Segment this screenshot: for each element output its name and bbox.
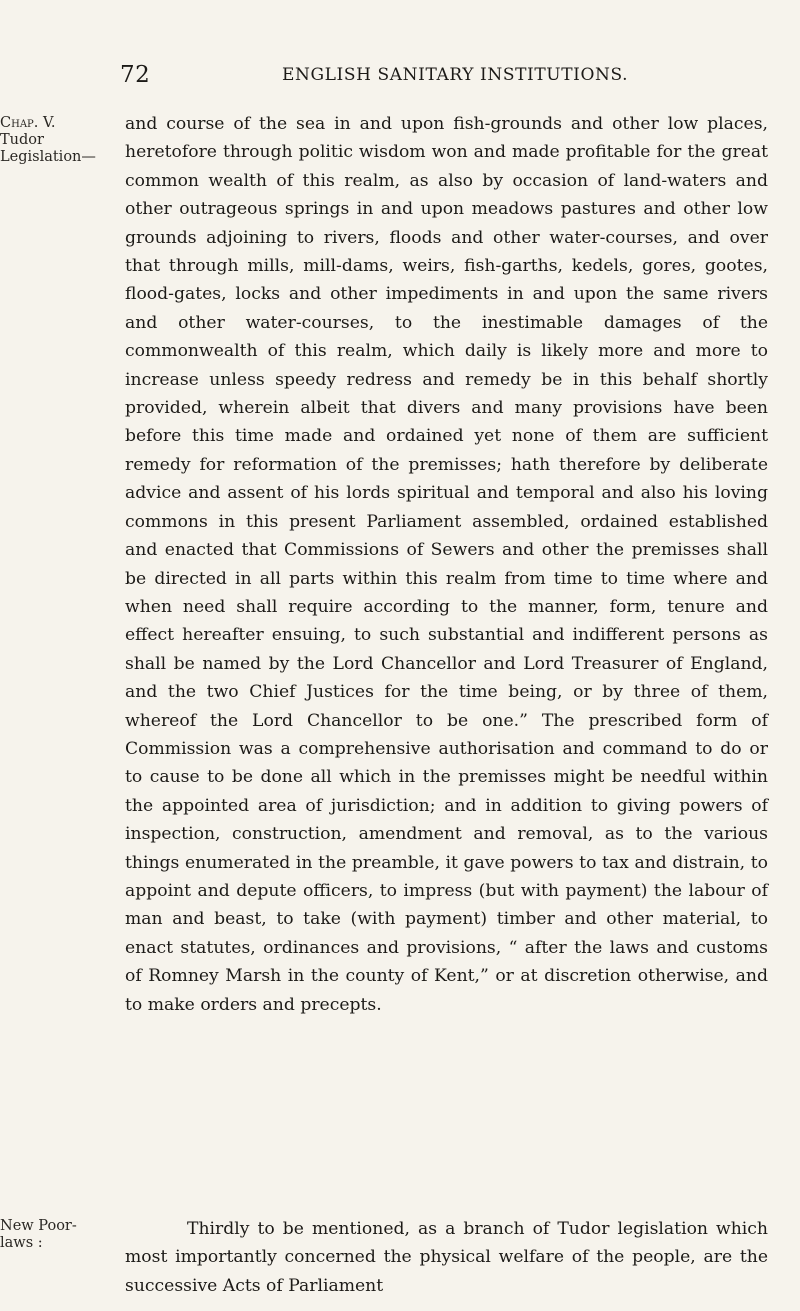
paragraph-text: and course of the sea in and upon fish-grounds and other low places, heretofore through politic wisdom won and made profitable for the great common wealth of this realm, as also by occasion of land-waters and other outrageous springs in and upon meadows pastures and other low grounds adjoining to rivers, floods and other water-courses, and over that through mills, mill-dams, weirs, fish-garths, kedels, gores, gootes, flood-gates, locks and other impediments in and upon the same rivers and other water-courses, to the inestimable damages of the commonwealth of this realm, which daily is likely more and more to increase unless speedy redress and remedy be in this behalf shortly provided, wherein albeit that divers and many provisions have been before this time made and ordained yet none of them are sufficient remedy for reformation of the premisses; hath therefore by deliberate advice and assent of his lords spiritual and temporal and also his loving commons in this present Parliament assembled, ordained established and enacted that Commissions of Sewers and other the premisses shall be directed in all parts within this realm from time to time where and when need shall require according to the manner, form, tenure and effect hereafter ensuing, to such substantial and indifferent persons as shall be named by the Lord Chancellor and Lord Treasurer of England, and the two Chief Justices for the time being, or by three of them, whereof the Lord Chancellor to be one.” The prescribed form of Commission was a comprehensive authorisation and command to do or to cause to be done all which in the premisses might be needful within the appointed area of jurisdiction; and in addition to giving powers of inspection, construction, amendment and removal, as to the various things enumerated in the preamble, it gave powers to tax and distrain, to appoint and depute officers, to impress (but with payment) the labour of man and beast, to take (with payment) timber and other material, to enact statutes, ordinances and provisions, “ after the laws and customs of Romney Marsh in the county of Kent,” or at discretion otherwise, and to make orders and precepts. bbox=[125, 114, 768, 1015]
chapter-label: Chap. V. bbox=[0, 115, 56, 131]
topic-label-line2: Legislation— bbox=[0, 149, 96, 165]
page-number: 72 bbox=[120, 62, 151, 88]
page-header bbox=[0, 62, 800, 92]
body-paragraph-2 bbox=[125, 1215, 768, 1300]
paragraph-text: Thirdly to be mentioned, as a branch of Tudor legislation which most importantly concerned the physical welfare of the people, are the successive Acts of Parliament bbox=[125, 1219, 768, 1296]
body-paragraph-1 bbox=[125, 110, 768, 1019]
topic-label-line1: Tudor bbox=[0, 132, 44, 148]
new-topic-label-line1: New Poor- bbox=[0, 1218, 77, 1234]
margin-note-new-topic bbox=[0, 1218, 100, 1252]
new-topic-label-line2: laws : bbox=[0, 1235, 43, 1251]
margin-note-chapter bbox=[0, 115, 100, 166]
running-title: ENGLISH SANITARY INSTITUTIONS. bbox=[282, 65, 629, 85]
